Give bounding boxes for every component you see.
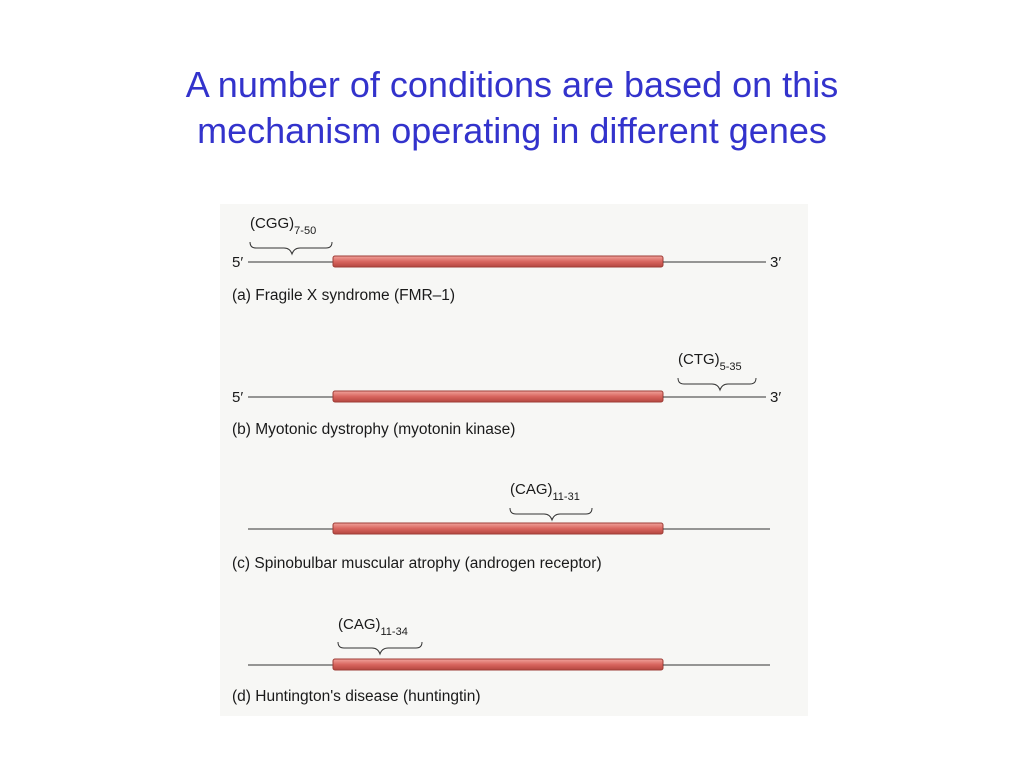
panel-a-gene-bar [333,256,663,267]
title-line-1: A number of conditions are based on this [185,64,839,105]
panel-c-repeat-label: $(CAG)_{11-31}$ [510,481,580,503]
panel-c-caption: (c) Spinobulbar muscular atrophy (androgen receptor) [232,555,602,572]
panel-d-repeat-label: $(CAG)_{11-34}$ [338,616,408,638]
title-line-2: mechanism operating in different genes [197,110,827,151]
panel-d-caption: (d) Huntington's disease (huntingtin) [232,688,481,705]
panel-a-three-prime: 3′ [770,254,782,271]
panel-a-repeat-label: $(CGG)_{7-50}$ [250,215,317,237]
panel-c-gene-bar [333,523,663,534]
slide-title [0,62,1024,154]
panel-c-brace [510,508,592,520]
panel-a-caption: (a) Fragile X syndrome (FMR–1) [232,287,456,304]
panel-b-brace [678,378,756,390]
panel-d [232,616,770,705]
panel-a-brace [250,242,332,254]
panel-d-gene-bar [333,659,663,670]
panel-c [232,481,770,572]
panel-b-caption: (b) Myotonic dystrophy (myotonin kinase) [232,421,516,438]
panel-a-five-prime: 5′ [232,254,244,271]
panel-b-repeat-label: $(CTG)_{5-35}$ [678,351,742,373]
panel-b-three-prime: 3′ [770,389,782,406]
panel-b [232,351,781,438]
panel-d-brace [338,642,422,654]
panel-b-five-prime: 5′ [232,389,244,406]
panel-b-gene-bar [333,391,663,402]
panel-a [232,215,781,304]
gene-diagram-svg [220,204,808,716]
gene-repeat-figure [220,204,808,716]
